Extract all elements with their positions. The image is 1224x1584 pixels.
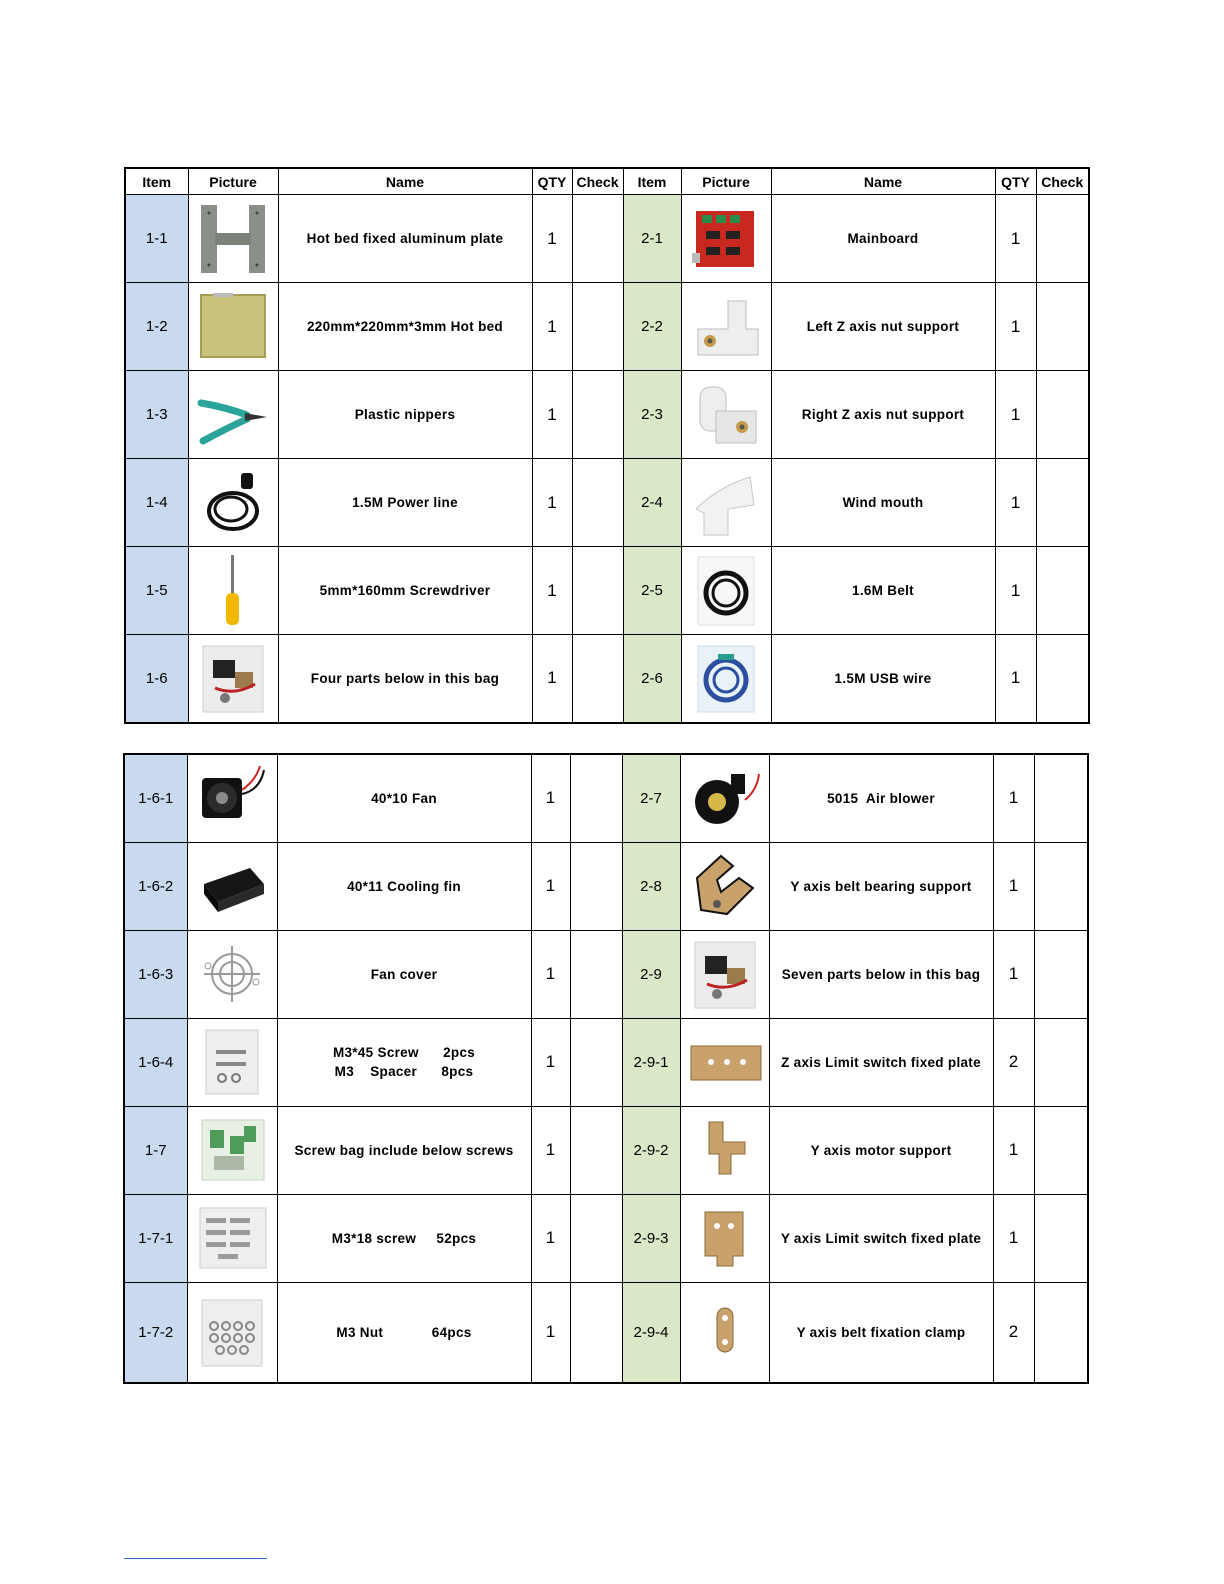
parts-table-1 bbox=[124, 167, 1090, 724]
check-cell[interactable] bbox=[1034, 1194, 1088, 1282]
parts-bag-image bbox=[188, 635, 278, 723]
item-number-cell: 1-1 bbox=[125, 195, 188, 283]
item-number-cell: 1-6-3 bbox=[124, 930, 187, 1018]
part-name-cell bbox=[769, 1282, 993, 1383]
item-number-cell: 2-9-1 bbox=[622, 1018, 680, 1106]
parts-table-2 bbox=[123, 753, 1089, 1384]
quantity-cell: 1 bbox=[993, 1194, 1034, 1282]
item-number-cell: 2-8 bbox=[622, 842, 680, 930]
check-cell[interactable] bbox=[1034, 754, 1088, 842]
screw-spacer-bag-image bbox=[187, 1018, 277, 1106]
check-cell[interactable] bbox=[570, 842, 622, 930]
part-name-cell bbox=[277, 754, 531, 842]
part-name-cell bbox=[278, 635, 532, 723]
table-row bbox=[124, 842, 1088, 930]
mainboard-image bbox=[681, 195, 771, 283]
part-name-line: 40*11 Cooling fin bbox=[347, 878, 461, 894]
table-row bbox=[125, 371, 1089, 459]
quantity-cell: 1 bbox=[995, 195, 1036, 283]
air-blower-image bbox=[680, 754, 769, 842]
quantity-cell: 1 bbox=[532, 459, 572, 547]
check-cell[interactable] bbox=[1034, 1282, 1088, 1383]
item-number-cell: 1-6-2 bbox=[124, 842, 187, 930]
part-name-line: Z axis Limit switch fixed plate bbox=[781, 1054, 981, 1070]
parts-bag-image bbox=[680, 930, 769, 1018]
table-row bbox=[124, 1106, 1088, 1194]
part-name-cell bbox=[277, 1106, 531, 1194]
item-number-cell: 2-4 bbox=[623, 459, 681, 547]
quantity-cell: 1 bbox=[531, 930, 570, 1018]
y-limit-plate-image bbox=[680, 1194, 769, 1282]
part-name-cell bbox=[771, 547, 995, 635]
table-row bbox=[125, 459, 1089, 547]
header-item: Item bbox=[125, 168, 188, 195]
part-name-cell bbox=[278, 459, 532, 547]
header-picture: Picture bbox=[681, 168, 771, 195]
check-cell[interactable] bbox=[1034, 842, 1088, 930]
quantity-cell: 1 bbox=[531, 1194, 570, 1282]
check-cell[interactable] bbox=[572, 283, 623, 371]
quantity-cell: 1 bbox=[531, 1018, 570, 1106]
check-cell[interactable] bbox=[1034, 1106, 1088, 1194]
part-name-cell bbox=[277, 930, 531, 1018]
part-name-cell bbox=[278, 195, 532, 283]
item-number-cell: 1-6 bbox=[125, 635, 188, 723]
part-name-line: Right Z axis nut support bbox=[801, 407, 965, 422]
screwdriver-image bbox=[188, 547, 278, 635]
quantity-cell: 1 bbox=[531, 842, 570, 930]
part-name-cell bbox=[771, 283, 995, 371]
part-name-line: 5015 Air blower bbox=[827, 790, 935, 806]
table-row bbox=[125, 283, 1089, 371]
part-name-line: Y axis belt bearing support bbox=[790, 878, 972, 894]
part-name-cell bbox=[769, 842, 993, 930]
right-z-nut-support-image bbox=[681, 371, 771, 459]
screw-bag-image bbox=[187, 1106, 277, 1194]
check-cell[interactable] bbox=[570, 1018, 622, 1106]
item-number-cell: 2-9-4 bbox=[622, 1282, 680, 1383]
part-name-line: M3*45 Screw 2pcs bbox=[332, 1045, 476, 1060]
limit-switch-plate-image bbox=[680, 1018, 769, 1106]
part-name-cell bbox=[769, 754, 993, 842]
part-name-cell bbox=[771, 459, 995, 547]
item-number-cell: 1-3 bbox=[125, 371, 188, 459]
part-name-cell bbox=[277, 1018, 531, 1106]
part-name-line: 1.5M Power line bbox=[352, 495, 458, 510]
part-name-cell bbox=[771, 371, 995, 459]
quantity-cell: 1 bbox=[993, 1106, 1034, 1194]
table-row bbox=[124, 930, 1088, 1018]
part-name-line: Y axis Limit switch fixed plate bbox=[780, 1230, 982, 1246]
check-cell[interactable] bbox=[1036, 459, 1089, 547]
quantity-cell: 1 bbox=[532, 195, 572, 283]
check-cell[interactable] bbox=[1036, 283, 1089, 371]
hot-bed-image bbox=[188, 283, 278, 371]
check-cell[interactable] bbox=[572, 635, 623, 723]
header-qty: QTY bbox=[995, 168, 1036, 195]
header-row bbox=[125, 168, 1089, 195]
part-name-cell bbox=[278, 371, 532, 459]
aluminum-plate-image bbox=[188, 195, 278, 283]
part-name-line: 1.6M Belt bbox=[852, 583, 914, 598]
check-cell[interactable] bbox=[1036, 547, 1089, 635]
quantity-cell: 1 bbox=[532, 283, 572, 371]
item-number-cell: 2-9-3 bbox=[622, 1194, 680, 1282]
item-number-cell: 1-7 bbox=[124, 1106, 187, 1194]
part-name-line: M3 Nut 64pcs bbox=[336, 1324, 472, 1340]
part-name-cell bbox=[769, 1018, 993, 1106]
part-name-line: Hot bed fixed aluminum plate bbox=[306, 231, 504, 246]
check-cell[interactable] bbox=[1036, 635, 1089, 723]
belt-bearing-support-image bbox=[680, 842, 769, 930]
check-cell[interactable] bbox=[570, 930, 622, 1018]
check-cell[interactable] bbox=[1036, 195, 1089, 283]
header-name: Name bbox=[771, 168, 995, 195]
item-number-cell: 2-3 bbox=[623, 371, 681, 459]
check-cell[interactable] bbox=[572, 459, 623, 547]
header-check: Check bbox=[572, 168, 623, 195]
check-cell[interactable] bbox=[570, 1282, 622, 1383]
motor-support-image bbox=[680, 1106, 769, 1194]
item-number-cell: 1-4 bbox=[125, 459, 188, 547]
check-cell[interactable] bbox=[1034, 1018, 1088, 1106]
quantity-cell: 1 bbox=[995, 283, 1036, 371]
cooling-fin-image bbox=[187, 842, 277, 930]
quantity-cell: 1 bbox=[995, 635, 1036, 723]
header-picture: Picture bbox=[188, 168, 278, 195]
part-name-cell bbox=[769, 930, 993, 1018]
quantity-cell: 2 bbox=[993, 1018, 1034, 1106]
item-number-cell: 1-2 bbox=[125, 283, 188, 371]
quantity-cell: 1 bbox=[993, 754, 1034, 842]
check-cell[interactable] bbox=[572, 371, 623, 459]
quantity-cell: 1 bbox=[993, 842, 1034, 930]
part-name-line: Plastic nippers bbox=[354, 407, 456, 422]
wind-mouth-image bbox=[681, 459, 771, 547]
part-name-cell bbox=[278, 547, 532, 635]
header-qty: QTY bbox=[532, 168, 572, 195]
quantity-cell: 2 bbox=[993, 1282, 1034, 1383]
check-cell[interactable] bbox=[570, 754, 622, 842]
header-name: Name bbox=[278, 168, 532, 195]
part-name-cell bbox=[771, 195, 995, 283]
header-item: Item bbox=[623, 168, 681, 195]
part-name-cell bbox=[277, 1194, 531, 1282]
part-name-line: Fan cover bbox=[370, 966, 438, 982]
part-name-cell bbox=[277, 1282, 531, 1383]
part-name-line: 5mm*160mm Screwdriver bbox=[319, 583, 491, 598]
item-number-cell: 2-1 bbox=[623, 195, 681, 283]
table-row bbox=[125, 195, 1089, 283]
part-name-line: Seven parts below in this bag bbox=[781, 966, 981, 982]
belt-image bbox=[681, 547, 771, 635]
table-row bbox=[124, 1194, 1088, 1282]
table-row bbox=[125, 635, 1089, 723]
quantity-cell: 1 bbox=[532, 635, 572, 723]
quantity-cell: 1 bbox=[995, 547, 1036, 635]
item-number-cell: 2-9 bbox=[622, 930, 680, 1018]
fan-cover-image bbox=[187, 930, 277, 1018]
table-row bbox=[124, 1282, 1088, 1383]
quantity-cell: 1 bbox=[995, 371, 1036, 459]
screws-image bbox=[187, 1194, 277, 1282]
part-name-line: Mainboard bbox=[847, 231, 919, 246]
quantity-cell: 1 bbox=[995, 459, 1036, 547]
part-name-line: Y axis belt fixation clamp bbox=[796, 1324, 966, 1340]
part-name-cell bbox=[277, 842, 531, 930]
item-number-cell: 1-7-1 bbox=[124, 1194, 187, 1282]
part-name-line: M3*18 screw 52pcs bbox=[331, 1230, 477, 1246]
item-number-cell: 1-5 bbox=[125, 547, 188, 635]
check-cell[interactable] bbox=[572, 547, 623, 635]
nuts-image bbox=[187, 1282, 277, 1383]
part-name-line: 40*10 Fan bbox=[371, 790, 437, 806]
part-name-line: Wind mouth bbox=[842, 495, 924, 510]
usb-wire-image bbox=[681, 635, 771, 723]
quantity-cell: 1 bbox=[993, 930, 1034, 1018]
header-check: Check bbox=[1036, 168, 1089, 195]
part-name-line: 1.5M USB wire bbox=[834, 670, 932, 686]
part-name-line: Left Z axis nut support bbox=[806, 319, 960, 334]
item-number-cell: 1-7-2 bbox=[124, 1282, 187, 1383]
belt-clamp-image bbox=[680, 1282, 769, 1383]
check-cell[interactable] bbox=[572, 195, 623, 283]
table-row bbox=[125, 547, 1089, 635]
part-name-line: M3 Spacer 8pcs bbox=[334, 1064, 474, 1079]
left-z-nut-support-image bbox=[681, 283, 771, 371]
item-number-cell: 2-6 bbox=[623, 635, 681, 723]
table-row bbox=[124, 754, 1088, 842]
part-name-line: 220mm*220mm*3mm Hot bed bbox=[307, 319, 503, 334]
quantity-cell: 1 bbox=[531, 754, 570, 842]
part-name-cell bbox=[769, 1106, 993, 1194]
item-number-cell: 1-6-4 bbox=[124, 1018, 187, 1106]
footnote-separator bbox=[124, 1558, 267, 1559]
item-number-cell: 1-6-1 bbox=[124, 754, 187, 842]
quantity-cell: 1 bbox=[532, 371, 572, 459]
item-number-cell: 2-9-2 bbox=[622, 1106, 680, 1194]
item-number-cell: 2-5 bbox=[623, 547, 681, 635]
part-name-line: Screw bag include below screws bbox=[294, 1142, 514, 1158]
part-name-line: Y axis motor support bbox=[810, 1142, 952, 1158]
nippers-image bbox=[188, 371, 278, 459]
part-name-cell bbox=[771, 635, 995, 723]
power-line-image bbox=[188, 459, 278, 547]
quantity-cell: 1 bbox=[531, 1106, 570, 1194]
quantity-cell: 1 bbox=[532, 547, 572, 635]
check-cell[interactable] bbox=[570, 1194, 622, 1282]
table-row bbox=[124, 1018, 1088, 1106]
fan-image bbox=[187, 754, 277, 842]
part-name-cell bbox=[769, 1194, 993, 1282]
item-number-cell: 2-2 bbox=[623, 283, 681, 371]
part-name-cell bbox=[278, 283, 532, 371]
item-number-cell: 2-7 bbox=[622, 754, 680, 842]
check-cell[interactable] bbox=[1034, 930, 1088, 1018]
check-cell[interactable] bbox=[1036, 371, 1089, 459]
part-name-line: Four parts below in this bag bbox=[310, 670, 500, 686]
check-cell[interactable] bbox=[570, 1106, 622, 1194]
quantity-cell: 1 bbox=[531, 1282, 570, 1383]
